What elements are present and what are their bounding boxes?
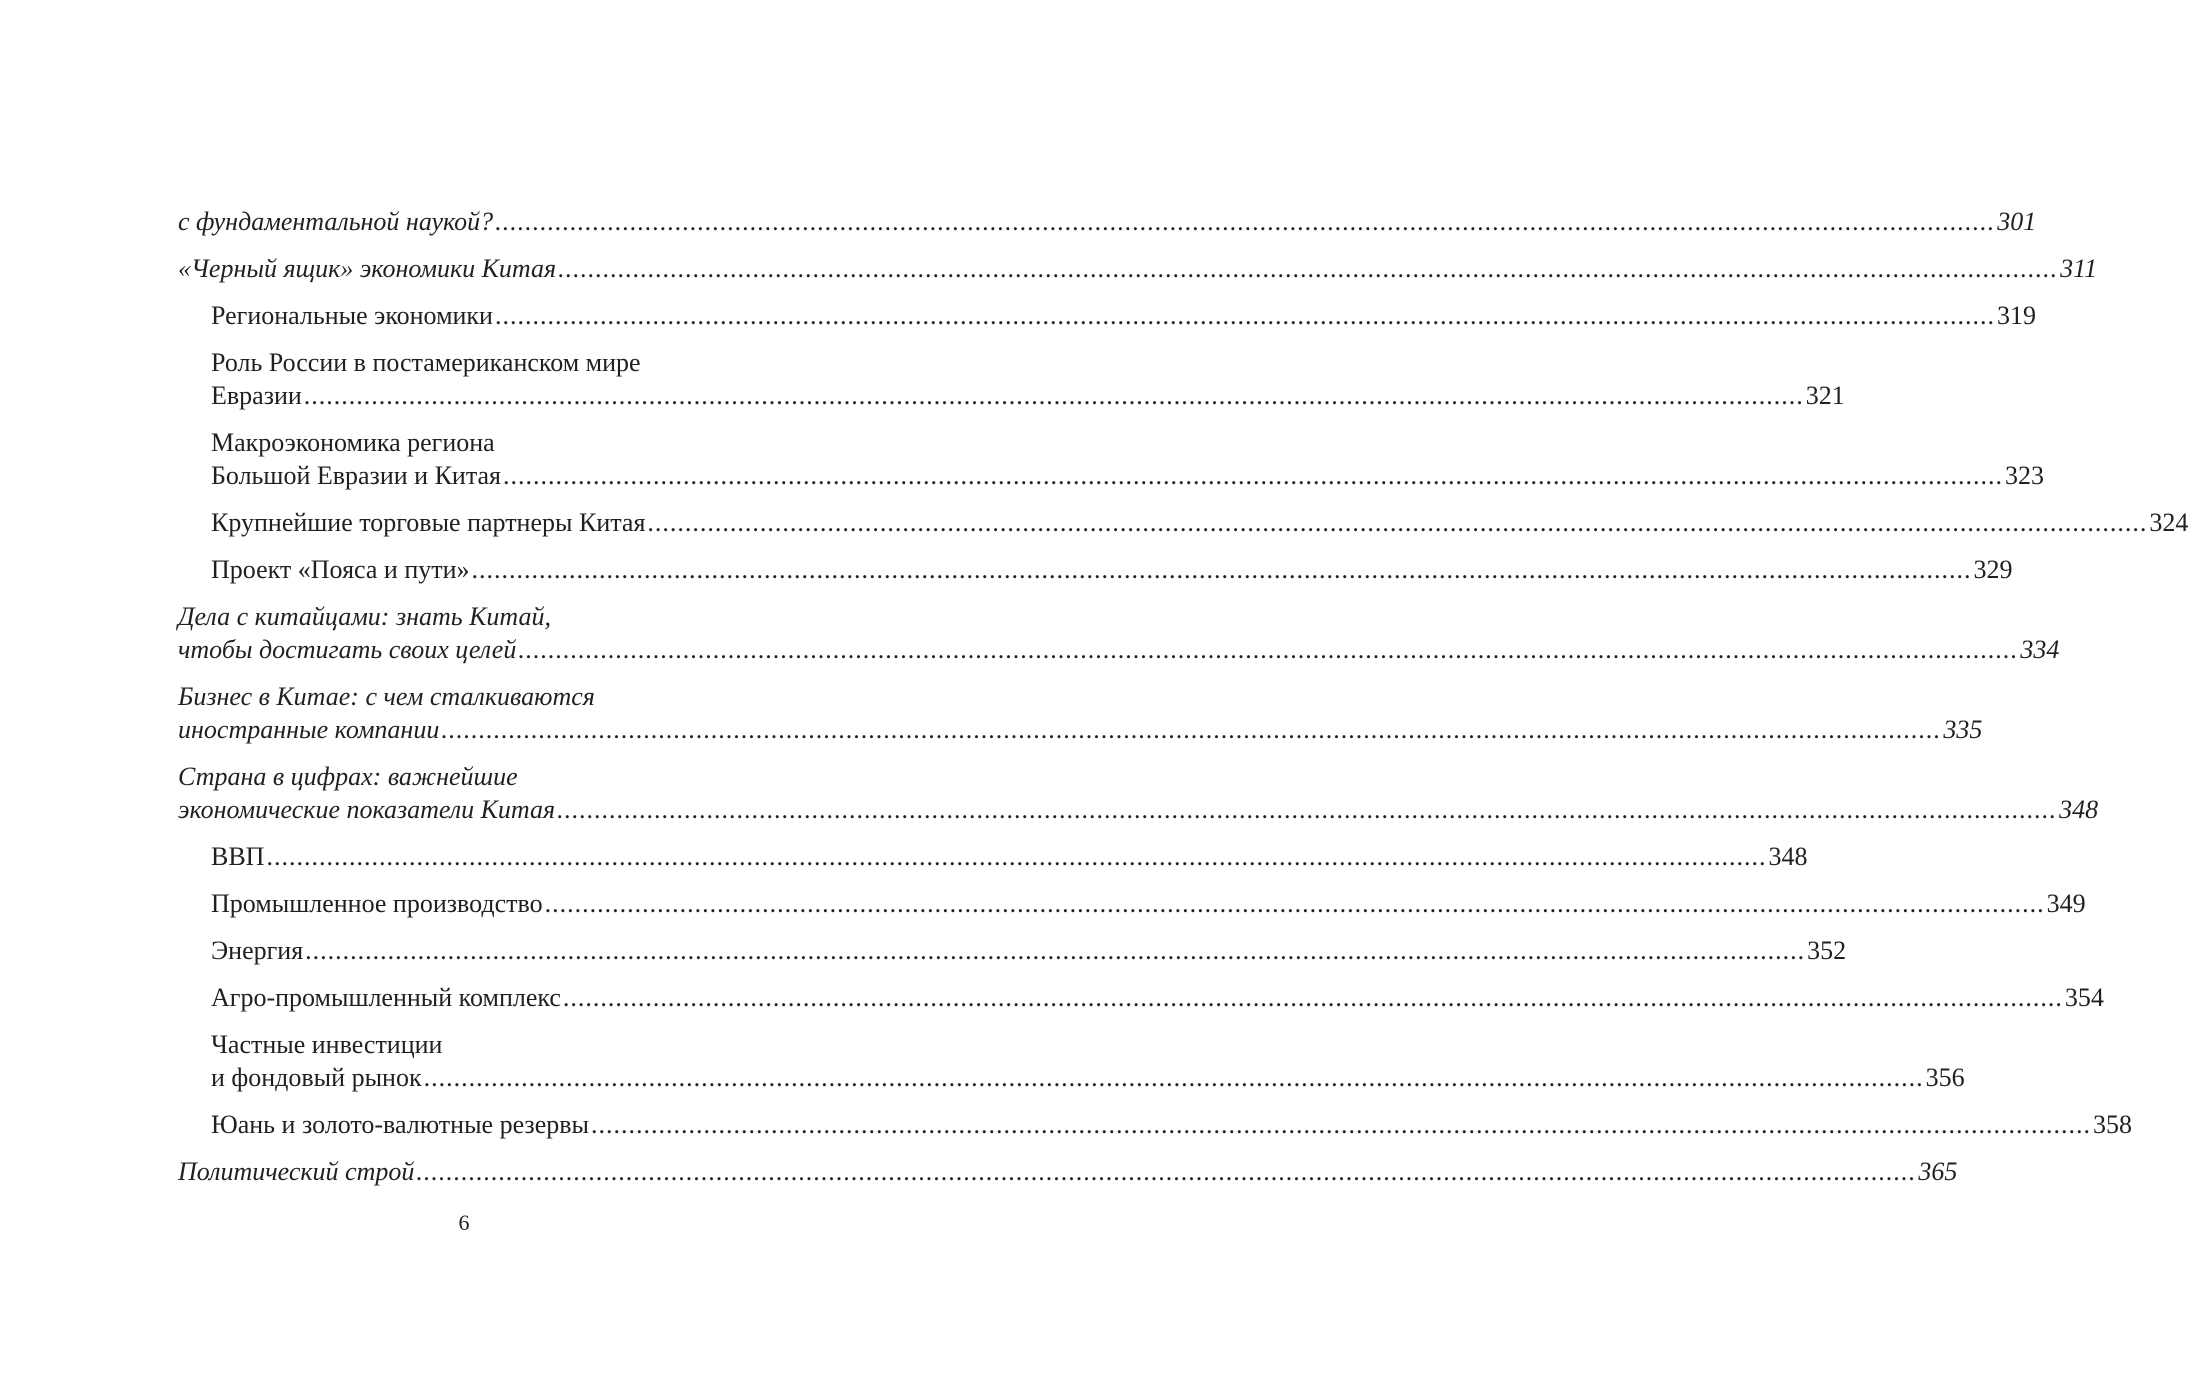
toc-entry-title: иностранные компании [178, 715, 440, 744]
toc-entry-leader-line [211, 887, 2086, 920]
toc-entry-title: Юань и золото-валютные резервы [211, 1110, 589, 1139]
toc-entry-title-line: Страна в цифрах: важнейшие [178, 762, 518, 791]
toc-entry[interactable] [178, 252, 2098, 285]
toc-entry[interactable] [178, 506, 2188, 539]
toc-entry-leader-line [211, 934, 1847, 967]
toc-entry-title: Крупнейшие торговые партнеры Китая [211, 508, 646, 537]
dot-leader: ........................................................................................................................................................................................................ [503, 461, 2003, 490]
toc-entry[interactable] [178, 760, 2099, 826]
toc-entry-page-number: 321 [1805, 381, 1845, 410]
toc-entry-page-number: 329 [1973, 555, 2013, 584]
toc-entry[interactable] [178, 1028, 1965, 1094]
toc-entry[interactable] [178, 887, 2086, 920]
dot-leader: ........................................................................................................................................................................................................ [591, 1110, 2091, 1139]
toc-entry-leader-line [178, 793, 2099, 826]
toc-entry-page-number: 349 [2046, 889, 2086, 918]
toc-entry-page-number: 365 [1918, 1157, 1958, 1186]
toc-entry-title: Проект «Пояса и пути» [211, 555, 470, 584]
toc-entry-title-line: Роль России в постамериканском мире [211, 348, 641, 377]
dot-leader: ........................................................................................................................................................................................................ [557, 795, 2058, 824]
toc-entry-leader-line [211, 379, 1845, 412]
toc-entry-title-line: Частные инвестиции [211, 1030, 443, 1059]
toc-entry-leader-line [178, 633, 2060, 666]
toc-entry[interactable] [178, 600, 2060, 666]
toc-entry[interactable] [178, 981, 2104, 1014]
toc-entry[interactable] [178, 426, 2044, 492]
table-of-contents [178, 205, 2188, 1202]
toc-entry-title-line: Макроэкономика региона [211, 428, 495, 457]
dot-leader: ........................................................................................................................................................................................................ [441, 715, 1942, 744]
toc-entry-title: Промышленное производство [211, 889, 543, 918]
toc-entry-leader-line [211, 506, 2188, 539]
dot-leader: ........................................................................................................................................................................................................ [518, 635, 2019, 664]
toc-entry-leader-line [178, 1155, 1958, 1188]
toc-entry-title: Региональные экономики [211, 301, 493, 330]
page-number: 6 [458, 1210, 470, 1235]
dot-leader: ........................................................................................................................................................................................................ [471, 555, 1972, 584]
toc-entry-page-number: 319 [1996, 301, 2036, 330]
toc-entry-page-number: 348 [1768, 842, 1808, 871]
toc-entry[interactable] [178, 934, 1847, 967]
toc-entry-title: экономические показатели Китая [178, 795, 556, 824]
toc-entry[interactable] [178, 299, 2036, 332]
toc-entry-title: Агро-промышленный комплекс [211, 983, 561, 1012]
dot-leader: ........................................................................................................................................................................................................ [305, 936, 1806, 965]
toc-entry-title: «Черный ящик» экономики Китая [178, 254, 557, 283]
toc-entry-page-number: 301 [1997, 207, 2037, 236]
toc-entry-leader-line [211, 553, 2013, 586]
toc-entry[interactable] [178, 553, 2013, 586]
toc-entry-leader-line [211, 1061, 1965, 1094]
dot-leader: ........................................................................................................................................................................................................ [303, 381, 1804, 410]
toc-entry-page-number: 348 [2059, 795, 2099, 824]
toc-entry[interactable] [178, 840, 1808, 873]
dot-leader: ........................................................................................................................................................................................................ [544, 889, 2045, 918]
toc-entry[interactable] [178, 205, 2037, 238]
dot-leader: ........................................................................................................................................................................................................ [494, 301, 1995, 330]
toc-entry-page-number: 358 [2093, 1110, 2132, 1139]
toc-entry-leader-line [178, 252, 2098, 285]
toc-entry-leader-line [211, 299, 2036, 332]
dot-leader: ........................................................................................................................................................................................................ [647, 508, 2148, 537]
toc-entry-leader-line [178, 713, 1983, 746]
toc-entry[interactable] [178, 680, 1983, 746]
toc-entry-page-number: 334 [2020, 635, 2060, 664]
toc-entry-page-number: 354 [2064, 983, 2104, 1012]
dot-leader: ........................................................................................................................................................................................................ [495, 207, 1996, 236]
toc-entry-title: Большой Евразии и Китая [211, 461, 501, 490]
toc-entry-title: с фундаментальной наукой? [178, 207, 494, 236]
dot-leader: ........................................................................................................................................................................................................ [416, 1157, 1917, 1186]
toc-entry-title-line: Бизнес в Китае: с чем сталкиваются [178, 682, 595, 711]
toc-entry-page-number: 356 [1925, 1063, 1965, 1092]
toc-entry-title: Политический строй [178, 1157, 415, 1186]
dot-leader: ........................................................................................................................................................................................................ [423, 1063, 1924, 1092]
toc-entry-page-number: 352 [1807, 936, 1847, 965]
toc-entry-title: чтобы достигать своих целей [178, 635, 517, 664]
toc-entry-leader-line [211, 459, 2044, 492]
toc-entry-leader-line [211, 1108, 2132, 1141]
toc-entry-page-number: 335 [1943, 715, 1983, 744]
toc-entry[interactable] [178, 346, 1845, 412]
toc-entry-page-number: 324 [2149, 508, 2188, 537]
dot-leader: ........................................................................................................................................................................................................ [562, 983, 2063, 1012]
toc-entry-title: Энергия [211, 936, 304, 965]
toc-entry-page-number: 311 [2060, 254, 2098, 283]
toc-entry-leader-line [178, 205, 2037, 238]
toc-entry-title-line: Дела с китайцами: знать Китай, [178, 602, 551, 631]
dot-leader: ........................................................................................................................................................................................................ [266, 842, 1767, 871]
toc-entry-leader-line [211, 840, 1808, 873]
toc-entry-page-number: 323 [2005, 461, 2044, 490]
toc-entry-leader-line [211, 981, 2104, 1014]
toc-entry-title: ВВП [211, 842, 265, 871]
toc-entry[interactable] [178, 1155, 1958, 1188]
toc-entry[interactable] [178, 1108, 2132, 1141]
toc-entry-title: Евразии [211, 381, 302, 410]
dot-leader: ........................................................................................................................................................................................................ [558, 254, 2059, 283]
toc-entry-title: и фондовый рынок [211, 1063, 422, 1092]
